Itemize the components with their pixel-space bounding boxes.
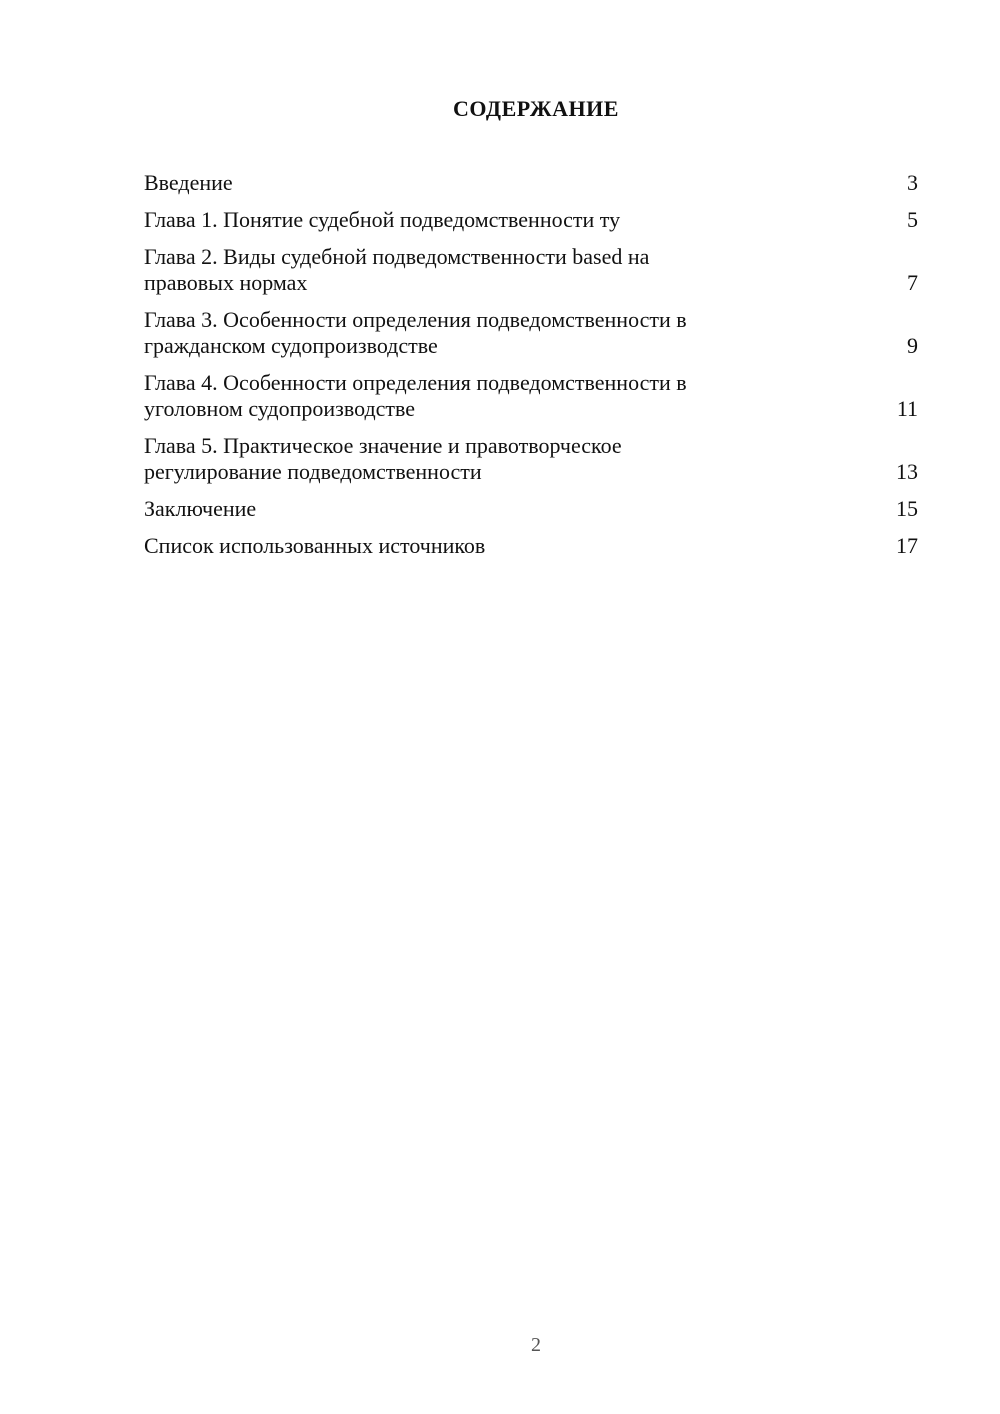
toc-entry-references [144,533,918,559]
toc-entry-page: 15 [896,496,918,521]
toc-entry-page: 11 [896,396,918,421]
toc-entry-chapter-4 [144,370,918,422]
toc-entry-title: Глава 5. Практическое значение и правотворческое регулирование подведомственности [144,433,622,484]
toc-entry-chapter-1 [144,207,918,233]
toc-entry-introduction [144,170,918,196]
toc-entry-title: Глава 3. Особенности определения подведомственности в гражданском судопроизводстве [144,307,687,358]
toc-entry-chapter-2 [144,244,918,296]
toc-entry-page: 13 [896,459,918,484]
page-number: 2 [531,1334,541,1356]
toc-entry-chapter-5 [144,433,918,485]
toc-entry-page: 7 [907,270,918,295]
toc-entry-title: Введение [144,170,233,195]
toc-entry-page: 3 [907,170,918,195]
toc-entry-chapter-3 [144,307,918,359]
toc-entry-conclusion [144,496,918,522]
toc-entry-page: 9 [907,333,918,358]
toc-entry-title: Глава 2. Виды судебной подведомственности based на правовых нормах [144,244,650,295]
toc-heading: СОДЕРЖАНИЕ [453,96,619,121]
table-of-contents [144,170,918,570]
toc-entry-title: Глава 1. Понятие судебной подведомственности ту [144,207,621,232]
toc-entry-title: Заключение [144,496,257,521]
toc-entry-page: 17 [896,533,918,558]
toc-entry-title: Глава 4. Особенности определения подведомственности в уголовном судопроизводстве [144,370,687,421]
toc-entry-page: 5 [907,207,918,232]
toc-entry-title: Список использованных источников [144,533,486,558]
